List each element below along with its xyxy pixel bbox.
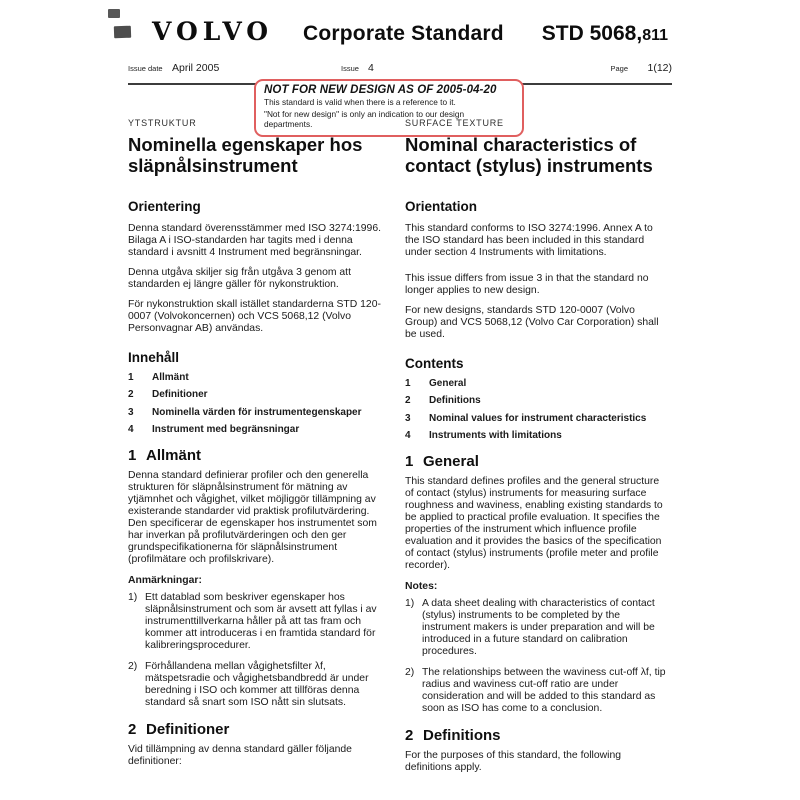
english-column — [405, 118, 669, 781]
notes-heading-en: Notes: — [405, 581, 438, 593]
notice-line-2: "Not for new design" is only an indication to our design departments. — [264, 108, 465, 130]
page-label: Page — [610, 64, 628, 73]
toc-item-label: Instruments with limitations — [429, 430, 562, 442]
note-number: 1) — [128, 592, 138, 604]
toc-item — [405, 413, 669, 424]
section-number: 2 — [128, 720, 137, 738]
toc-item-label: Nominal values for instrument characteristics — [429, 412, 647, 424]
standard-number-suffix: 811 — [642, 27, 668, 44]
issue-label: Issue — [341, 64, 359, 73]
section-1-body-sv: Denna standard definierar profiler och den generella strukturen för släpnålsinstrument för mätning av ytjämnhet och vågighet, vilket möjliggör tillämpning av existerande standarder vid praktisk profilutvärdering. Den specificerar de egenskaper hos instrumentet som har inverkan på profilutvärderingen och den ger grundspecifikationerna för släpnålsinstrument (profilmätare och profilskrivare). — [128, 470, 377, 565]
note-item — [128, 592, 382, 652]
note-item — [405, 598, 669, 658]
section-2-body-sv: Vid tillämpning av denna standard gäller följande definitioner: — [128, 743, 352, 767]
innehall-heading: Innehåll — [128, 349, 180, 365]
orientation-paragraph-2: This issue differs from issue 3 in that the standard no longer applies to new design. — [405, 273, 649, 297]
toc-item-number: 4 — [405, 430, 411, 442]
note-text: Förhållandena mellan vågighetsfilter λf, mätspetsradie och vågighetsbandbredd är under beredning i ISO och kommer att tillföras denna standard så snart som ISO nått sin slutsats. — [145, 660, 369, 708]
volvo-logo: VOLVO — [152, 17, 274, 46]
toc-item-number: 3 — [128, 406, 134, 418]
toc-item-label: Nominella värden för instrumentegenskaper — [152, 406, 362, 418]
issue-date-value: April 2005 — [172, 62, 220, 74]
section-1-body-en: This standard defines profiles and the general structure of contact (stylus) instruments for measuring surface roughness and waviness, enabling existing standards to be applied to practical profile evaluation. It specifies the properties of the instrument which influence profile evaluation and it provides the basics of the specification of contact (stylus) instruments (profile meter and profile recorder). — [405, 476, 663, 571]
note-number: 2) — [128, 660, 138, 672]
toc-item-label: Allmänt — [152, 371, 189, 383]
issue-info-row — [128, 59, 672, 75]
section-2-heading-sv — [128, 721, 382, 738]
section-number: 2 — [405, 726, 414, 744]
orientering-paragraph-1: Denna standard överensstämmer med ISO 3274:1996. Bilaga A i ISO-standarden har tagits med i denna standard i avsnitt 4 Instrument med begränsningar. — [128, 223, 381, 259]
note-text: The relationships between the waviness cut-off λf, tip radius and waviness cut-off ratio are under consideration and will be added to this standard as soon as ISO has come to a conclusion. — [422, 666, 666, 714]
toc-item — [405, 395, 669, 406]
orientering-heading: Orientering — [128, 199, 201, 215]
notice-title: NOT FOR NEW DESIGN AS OF 2005-04-20 — [264, 84, 497, 96]
contents-heading: Contents — [405, 355, 464, 371]
note-text: Ett datablad som beskriver egenskaper hos släpnålsinstrument och som är avsett att fyllas i av instrumenttillverkarna håller på att tas fram och kommer att introduceras i en framtida standard för kalibreringsprocedurer. — [145, 592, 377, 652]
toc-item — [128, 424, 382, 435]
document-title-en: Nominal characteristics of contact (stylus) instruments — [405, 134, 653, 176]
toc-item-number: 3 — [405, 412, 411, 424]
orientation-heading: Orientation — [405, 199, 478, 215]
toc-item-label: Instrument med begränsningar — [152, 424, 300, 436]
section-1-heading-en — [405, 453, 669, 470]
toc-item — [128, 389, 382, 400]
note-number: 2) — [405, 666, 415, 678]
kicker-surface-texture: SURFACE TEXTURE — [405, 118, 504, 128]
note-item — [405, 667, 669, 715]
toc-item-label: Definitions — [429, 395, 481, 407]
page-value: 1(12) — [647, 62, 672, 74]
standard-number — [542, 22, 668, 46]
orientation-paragraph-1: This standard conforms to ISO 3274:1996. Annex A to the ISO standard has been included in this standard under section 4 Instruments with limitations. — [405, 223, 653, 259]
scan-artifact — [114, 26, 131, 39]
issue-value: 4 — [368, 62, 374, 74]
toc-item — [405, 378, 669, 389]
orientation-paragraph-3: For new designs, standards STD 120-0007 (Volvo Group) and VCS 5068,12 (Volvo Car Corporation) shall be used. — [405, 304, 659, 340]
section-title: General — [423, 453, 479, 471]
toc-item-number: 1 — [128, 371, 134, 383]
section-title: Definitioner — [146, 720, 230, 738]
document-title-sv: Nominella egenskaper hos släpnålsinstrument — [128, 134, 363, 176]
note-number: 1) — [405, 598, 415, 610]
toc-item — [405, 430, 669, 441]
swedish-column — [128, 118, 382, 775]
section-title: Definitions — [423, 726, 501, 744]
section-2-body-en: For the purposes of this standard, the following definitions apply. — [405, 749, 622, 773]
toc-item-label: General — [429, 377, 467, 389]
standard-number-main: STD 5068, — [541, 22, 643, 45]
orientering-paragraph-2: Denna utgåva skiljer sig från utgåva 3 genom att standarden ej längre gäller för nykonstruktion. — [128, 267, 351, 291]
toc-item-number: 2 — [405, 395, 411, 407]
document-type-title: Corporate Standard — [303, 22, 504, 45]
toc-item-number: 1 — [405, 377, 411, 389]
section-number: 1 — [405, 453, 414, 471]
toc-item-label: Definitioner — [152, 389, 208, 401]
section-2-heading-en — [405, 727, 669, 744]
section-number: 1 — [128, 447, 137, 465]
toc-item — [128, 372, 382, 383]
kicker-ytstruktur: YTSTRUKTUR — [128, 118, 197, 128]
toc-item-number: 4 — [128, 424, 134, 436]
notice-line-1: This standard is valid when there is a reference to it. — [264, 97, 456, 107]
toc-item — [128, 407, 382, 418]
section-1-heading-sv — [128, 447, 382, 464]
note-item — [128, 661, 382, 709]
notes-heading-sv: Anmärkningar: — [128, 575, 202, 587]
section-title: Allmänt — [146, 447, 202, 465]
scan-artifact — [108, 9, 120, 18]
orientering-paragraph-3: För nykonstruktion skall istället standarderna STD 120-0007 (Volvokoncernen) och VCS 5068,12 (Volvo Personvagnar AB) användas. — [128, 298, 381, 334]
issue-date-label: Issue date — [128, 64, 163, 73]
note-text: A data sheet dealing with characteristics of contact (stylus) instruments to be completed by the instrument makers is under preparation and will be introduced in a future standard on calibration procedures. — [422, 598, 655, 658]
toc-item-number: 2 — [128, 389, 134, 401]
